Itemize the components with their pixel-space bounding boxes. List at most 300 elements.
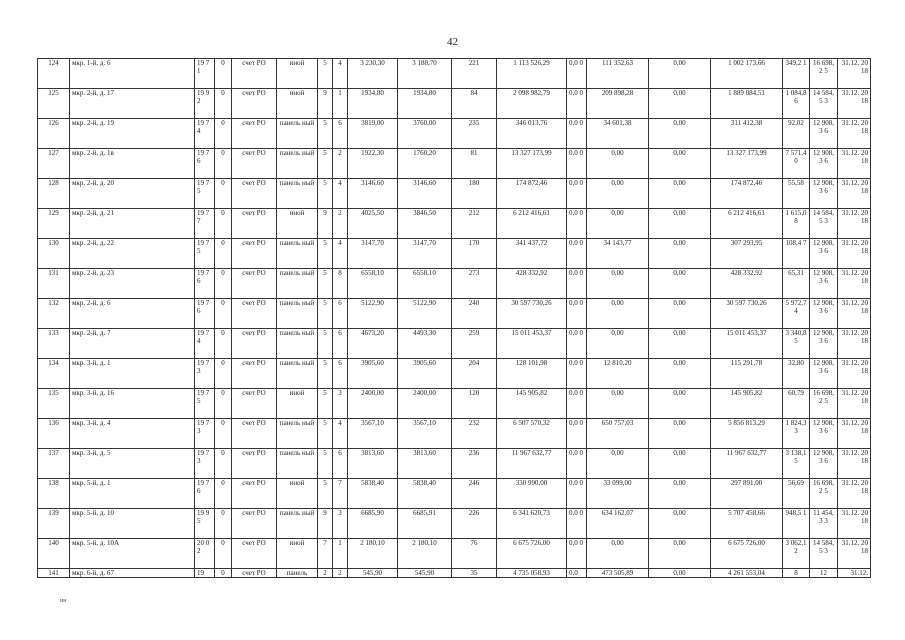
zero-flag-cell: 0 bbox=[215, 389, 232, 419]
row-number-cell: 128 bbox=[38, 179, 70, 209]
floors-cell: 2 bbox=[318, 569, 333, 578]
floors-cell: 5 bbox=[318, 179, 333, 209]
account-type-cell: счет РО bbox=[232, 209, 277, 239]
budget-share-cell: 0,00 bbox=[649, 539, 711, 569]
unit-cost-cell: 56,69 bbox=[783, 479, 810, 509]
budget-share-cell: 0,00 bbox=[649, 389, 711, 419]
address-cell: мкр. 2-й, д. 19 bbox=[70, 119, 195, 149]
zero-flag-cell: 0 bbox=[215, 359, 232, 389]
account-type-cell: счет РО bbox=[232, 389, 277, 419]
other-share-cell: 11 967 632,77 bbox=[711, 449, 783, 479]
zero-flag-cell: 0 bbox=[215, 239, 232, 269]
deadline-cell: 31.12. 2018 bbox=[838, 89, 871, 119]
limit-cost-cell: 14 584,5 3 bbox=[810, 209, 838, 239]
total-area-cell: 2400,00 bbox=[348, 389, 398, 419]
owners-share-cell: 0,00 bbox=[587, 299, 649, 329]
living-area-cell: 3 188,70 bbox=[398, 59, 452, 89]
budget-share-cell: 0,00 bbox=[649, 419, 711, 449]
living-area-cell: 5122,90 bbox=[398, 299, 452, 329]
row-number-cell: 129 bbox=[38, 209, 70, 239]
other-share-cell: 5 856 813,29 bbox=[711, 419, 783, 449]
row-number-cell: 140 bbox=[38, 539, 70, 569]
unit-cost-cell: 55,58 bbox=[783, 179, 810, 209]
address-cell: мкр. 2-й, д. 17 bbox=[70, 89, 195, 119]
owners-share-cell: 0,00 bbox=[587, 209, 649, 239]
unit-cost-cell: 3 340,8 5 bbox=[783, 329, 810, 359]
deadline-cell: 31.12. 2018 bbox=[838, 209, 871, 239]
residents-cell: 273 bbox=[452, 269, 497, 299]
unit-cost-cell: 1 084,8 6 bbox=[783, 89, 810, 119]
wall-material-cell: иной bbox=[277, 539, 318, 569]
unit-cost-cell: 65,31 bbox=[783, 269, 810, 299]
other-share-cell: 297 891,00 bbox=[711, 479, 783, 509]
account-type-cell: счет РО bbox=[232, 119, 277, 149]
row-number-cell: 127 bbox=[38, 149, 70, 179]
total-cost-cell: 6 212 416,61 bbox=[497, 209, 567, 239]
account-type-cell: счет РО bbox=[232, 449, 277, 479]
living-area-cell: 2400,00 bbox=[398, 389, 452, 419]
fund-share-cell: 0,0 0 bbox=[567, 149, 587, 179]
deadline-cell: 31.12. 2018 bbox=[838, 479, 871, 509]
budget-share-cell: 0,00 bbox=[649, 269, 711, 299]
floors-cell: 5 bbox=[318, 299, 333, 329]
limit-cost-cell: 12 908,3 6 bbox=[810, 359, 838, 389]
address-cell: мкр. 2-й, д. 1в bbox=[70, 149, 195, 179]
residents-cell: 221 bbox=[452, 59, 497, 89]
zero-flag-cell: 0 bbox=[215, 209, 232, 239]
wall-material-cell: панель ный bbox=[277, 449, 318, 479]
wall-material-cell: иной bbox=[277, 89, 318, 119]
wall-material-cell: иной bbox=[277, 479, 318, 509]
deadline-cell: 31.12. 2018 bbox=[838, 269, 871, 299]
unit-cost-cell: 32,80 bbox=[783, 359, 810, 389]
entrances-cell: 3 bbox=[333, 509, 348, 539]
floors-cell: 5 bbox=[318, 389, 333, 419]
floors-cell: 5 bbox=[318, 239, 333, 269]
unit-cost-cell: 3 062,1 2 bbox=[783, 539, 810, 569]
row-number-cell: 126 bbox=[38, 119, 70, 149]
account-type-cell: счет РО bbox=[232, 89, 277, 119]
year-built-cell: 19 76 bbox=[195, 269, 215, 299]
residents-cell: 204 bbox=[452, 359, 497, 389]
limit-cost-cell: 16 698,2 5 bbox=[810, 479, 838, 509]
table-row bbox=[38, 299, 871, 329]
other-share-cell: 13 327 173,99 bbox=[711, 149, 783, 179]
residents-cell: 81 bbox=[452, 149, 497, 179]
limit-cost-cell: 12 908,3 6 bbox=[810, 239, 838, 269]
total-area-cell: 3 230,30 bbox=[348, 59, 398, 89]
address-cell: мкр. 3-й, д. 4 bbox=[70, 419, 195, 449]
address-cell: мкр. 2-й, д. 22 bbox=[70, 239, 195, 269]
deadline-cell: 31.12. 2018 bbox=[838, 509, 871, 539]
total-area-cell: 2 180,10 bbox=[348, 539, 398, 569]
total-area-cell: 4673,20 bbox=[348, 329, 398, 359]
deadline-cell: 31.12. 2018 bbox=[838, 329, 871, 359]
wall-material-cell: панель ный bbox=[277, 419, 318, 449]
table-row bbox=[38, 389, 871, 419]
year-built-cell: 19 75 bbox=[195, 239, 215, 269]
address-cell: мкр. 5-й, д. 10А bbox=[70, 539, 195, 569]
address-cell: мкр. 3-й, д. 16 bbox=[70, 389, 195, 419]
wall-material-cell: панель bbox=[277, 569, 318, 578]
total-area-cell: 1922,30 bbox=[348, 149, 398, 179]
residents-cell: 170 bbox=[452, 239, 497, 269]
owners-share-cell: 34 601,38 bbox=[587, 119, 649, 149]
housing-registry-table bbox=[37, 58, 871, 578]
account-type-cell: счет РО bbox=[232, 539, 277, 569]
total-cost-cell: 341 437,72 bbox=[497, 239, 567, 269]
fund-share-cell: 0,0 0 bbox=[567, 179, 587, 209]
living-area-cell: 3905,60 bbox=[398, 359, 452, 389]
zero-flag-cell: 0 bbox=[215, 329, 232, 359]
wall-material-cell: панель ный bbox=[277, 179, 318, 209]
address-cell: мкр. 2-й, д. 21 bbox=[70, 209, 195, 239]
row-number-cell: 133 bbox=[38, 329, 70, 359]
address-cell: мкр. 2-й, д. 7 bbox=[70, 329, 195, 359]
zero-flag-cell: 0 bbox=[215, 539, 232, 569]
account-type-cell: счет РО bbox=[232, 329, 277, 359]
total-area-cell: 4025,50 bbox=[348, 209, 398, 239]
other-share-cell: 307 293,95 bbox=[711, 239, 783, 269]
row-number-cell: 124 bbox=[38, 59, 70, 89]
deadline-cell: 31.12. 2018 bbox=[838, 179, 871, 209]
zero-flag-cell: 0 bbox=[215, 479, 232, 509]
zero-flag-cell: 0 bbox=[215, 179, 232, 209]
table-row bbox=[38, 179, 871, 209]
budget-share-cell: 0,00 bbox=[649, 239, 711, 269]
table-row bbox=[38, 149, 871, 179]
budget-share-cell: 0,00 bbox=[649, 119, 711, 149]
living-area-cell: 3813,60 bbox=[398, 449, 452, 479]
owners-share-cell: 634 162,07 bbox=[587, 509, 649, 539]
owners-share-cell: 0,00 bbox=[587, 389, 649, 419]
fund-share-cell: 0,0 0 bbox=[567, 539, 587, 569]
unit-cost-cell: 948,5 1 bbox=[783, 509, 810, 539]
deadline-cell: 31.12. 2018 bbox=[838, 389, 871, 419]
wall-material-cell: панель ный bbox=[277, 359, 318, 389]
owners-share-cell: 33 099,00 bbox=[587, 479, 649, 509]
deadline-cell: 31.12. 2018 bbox=[838, 419, 871, 449]
row-number-cell: 130 bbox=[38, 239, 70, 269]
entrances-cell: 6 bbox=[333, 119, 348, 149]
total-cost-cell: 30 597 730,26 bbox=[497, 299, 567, 329]
total-cost-cell: 4 735 058,93 bbox=[497, 569, 567, 578]
year-built-cell: 19 75 bbox=[195, 179, 215, 209]
budget-share-cell: 0,00 bbox=[649, 59, 711, 89]
row-number-cell: 125 bbox=[38, 89, 70, 119]
wall-material-cell: панель ный bbox=[277, 149, 318, 179]
entrances-cell: 4 bbox=[333, 419, 348, 449]
total-cost-cell: 2 098 982,79 bbox=[497, 89, 567, 119]
unit-cost-cell: 7 571,4 0 bbox=[783, 149, 810, 179]
total-area-cell: 6685,90 bbox=[348, 509, 398, 539]
living-area-cell: 1760,20 bbox=[398, 149, 452, 179]
deadline-cell: 31.12. bbox=[838, 569, 871, 578]
budget-share-cell: 0,00 bbox=[649, 449, 711, 479]
fund-share-cell: 0,0 0 bbox=[567, 329, 587, 359]
living-area-cell: 3846,50 bbox=[398, 209, 452, 239]
address-cell: мкр. 5-й, д. 10 bbox=[70, 509, 195, 539]
account-type-cell: счет РО bbox=[232, 479, 277, 509]
year-built-cell: 19 bbox=[195, 569, 215, 578]
owners-share-cell: 650 757,03 bbox=[587, 419, 649, 449]
budget-share-cell: 0,00 bbox=[649, 479, 711, 509]
table-row bbox=[38, 329, 871, 359]
residents-cell: 180 bbox=[452, 179, 497, 209]
floors-cell: 9 bbox=[318, 89, 333, 119]
owners-share-cell: 0,00 bbox=[587, 149, 649, 179]
row-number-cell: 134 bbox=[38, 359, 70, 389]
total-area-cell: 5122,90 bbox=[348, 299, 398, 329]
other-share-cell: 174 872,46 bbox=[711, 179, 783, 209]
total-area-cell: 3146,60 bbox=[348, 179, 398, 209]
total-cost-cell: 6 675 726,00 bbox=[497, 539, 567, 569]
residents-cell: 236 bbox=[452, 449, 497, 479]
page-number: 42 bbox=[447, 36, 458, 48]
table-body bbox=[38, 59, 871, 578]
living-area-cell: 3567,10 bbox=[398, 419, 452, 449]
other-share-cell: 4 261 553,04 bbox=[711, 569, 783, 578]
living-area-cell: 6558,10 bbox=[398, 269, 452, 299]
limit-cost-cell: 12 908,3 6 bbox=[810, 299, 838, 329]
fund-share-cell: 0,0 0 bbox=[567, 239, 587, 269]
total-area-cell: 1934,80 bbox=[348, 89, 398, 119]
address-cell: мкр. 3-й, д. 1 bbox=[70, 359, 195, 389]
total-cost-cell: 11 967 632,77 bbox=[497, 449, 567, 479]
living-area-cell: 3146,60 bbox=[398, 179, 452, 209]
other-share-cell: 30 597 730,26 bbox=[711, 299, 783, 329]
living-area-cell: 545,90 bbox=[398, 569, 452, 578]
total-area-cell: 3813,60 bbox=[348, 449, 398, 479]
other-share-cell: 1 889 084,51 bbox=[711, 89, 783, 119]
entrances-cell: 3 bbox=[333, 389, 348, 419]
budget-share-cell: 0,00 bbox=[649, 149, 711, 179]
year-built-cell: 19 75 bbox=[195, 389, 215, 419]
entrances-cell: 2 bbox=[333, 209, 348, 239]
address-cell: мкр. 2-й, д. 23 bbox=[70, 269, 195, 299]
year-built-cell: 20 02 bbox=[195, 539, 215, 569]
owners-share-cell: 473 505,89 bbox=[587, 569, 649, 578]
limit-cost-cell: 12 908,3 6 bbox=[810, 449, 838, 479]
total-cost-cell: 330 990,00 bbox=[497, 479, 567, 509]
fund-share-cell: 0,0 0 bbox=[567, 449, 587, 479]
budget-share-cell: 0,00 bbox=[649, 89, 711, 119]
table-row bbox=[38, 59, 871, 89]
limit-cost-cell: 11 454,3 3 bbox=[810, 509, 838, 539]
total-area-cell: 6558,10 bbox=[348, 269, 398, 299]
year-built-cell: 19 74 bbox=[195, 119, 215, 149]
table-row bbox=[38, 509, 871, 539]
address-cell: мкр. 6-й, д. 67 bbox=[70, 569, 195, 578]
unit-cost-cell: 8 bbox=[783, 569, 810, 578]
residents-cell: 212 bbox=[452, 209, 497, 239]
limit-cost-cell: 12 908,3 6 bbox=[810, 419, 838, 449]
living-area-cell: 5838,40 bbox=[398, 479, 452, 509]
wall-material-cell: панель ный bbox=[277, 269, 318, 299]
total-cost-cell: 1 113 526,29 bbox=[497, 59, 567, 89]
fund-share-cell: 0,0 0 bbox=[567, 299, 587, 329]
row-number-cell: 137 bbox=[38, 449, 70, 479]
account-type-cell: счет РО bbox=[232, 239, 277, 269]
fund-share-cell: 0,0 0 bbox=[567, 419, 587, 449]
year-built-cell: 19 73 bbox=[195, 359, 215, 389]
table-row bbox=[38, 539, 871, 569]
year-built-cell: 19 71 bbox=[195, 59, 215, 89]
year-built-cell: 19 95 bbox=[195, 509, 215, 539]
year-built-cell: 19 76 bbox=[195, 479, 215, 509]
total-cost-cell: 6 341 620,73 bbox=[497, 509, 567, 539]
address-cell: мкр. 1-й, д. 6 bbox=[70, 59, 195, 89]
row-number-cell: 131 bbox=[38, 269, 70, 299]
unit-cost-cell: 108,4 7 bbox=[783, 239, 810, 269]
account-type-cell: счет РО bbox=[232, 569, 277, 578]
budget-share-cell: 0,00 bbox=[649, 329, 711, 359]
year-built-cell: 19 73 bbox=[195, 419, 215, 449]
limit-cost-cell: 12 908,3 6 bbox=[810, 179, 838, 209]
owners-share-cell: 12 810,20 bbox=[587, 359, 649, 389]
entrances-cell: 4 bbox=[333, 59, 348, 89]
other-share-cell: 6 675 726,00 bbox=[711, 539, 783, 569]
other-share-cell: 115 291,78 bbox=[711, 359, 783, 389]
residents-cell: 226 bbox=[452, 509, 497, 539]
table-row bbox=[38, 209, 871, 239]
floors-cell: 5 bbox=[318, 479, 333, 509]
entrances-cell: 1 bbox=[333, 539, 348, 569]
limit-cost-cell: 14 584,5 3 bbox=[810, 539, 838, 569]
fund-share-cell: 0,0 0 bbox=[567, 209, 587, 239]
fund-share-cell: 0,0 0 bbox=[567, 359, 587, 389]
budget-share-cell: 0,00 bbox=[649, 209, 711, 239]
zero-flag-cell: 0 bbox=[215, 419, 232, 449]
unit-cost-cell: 60,79 bbox=[783, 389, 810, 419]
zero-flag-cell: 0 bbox=[215, 509, 232, 539]
row-number-cell: 132 bbox=[38, 299, 70, 329]
deadline-cell: 31.12. 2018 bbox=[838, 539, 871, 569]
residents-cell: 35 bbox=[452, 569, 497, 578]
deadline-cell: 31.12. 2018 bbox=[838, 149, 871, 179]
zero-flag-cell: 0 bbox=[215, 149, 232, 179]
zero-flag-cell: 0 bbox=[215, 59, 232, 89]
account-type-cell: счет РО bbox=[232, 269, 277, 299]
table-row bbox=[38, 89, 871, 119]
living-area-cell: 2 180,10 bbox=[398, 539, 452, 569]
table-row bbox=[38, 359, 871, 389]
total-area-cell: 3567,10 bbox=[348, 419, 398, 449]
deadline-cell: 31.12. 2018 bbox=[838, 239, 871, 269]
total-cost-cell: 6 507 570,32 bbox=[497, 419, 567, 449]
row-number-cell: 138 bbox=[38, 479, 70, 509]
other-share-cell: 428 332,92 bbox=[711, 269, 783, 299]
unit-cost-cell: 92,02 bbox=[783, 119, 810, 149]
zero-flag-cell: 0 bbox=[215, 449, 232, 479]
entrances-cell: 4 bbox=[333, 179, 348, 209]
floors-cell: 5 bbox=[318, 149, 333, 179]
residents-cell: 259 bbox=[452, 329, 497, 359]
row-number-cell: 135 bbox=[38, 389, 70, 419]
other-share-cell: 311 412,38 bbox=[711, 119, 783, 149]
budget-share-cell: 0,00 bbox=[649, 569, 711, 578]
total-cost-cell: 428 332,92 bbox=[497, 269, 567, 299]
budget-share-cell: 0,00 bbox=[649, 509, 711, 539]
total-cost-cell: 15 011 453,37 bbox=[497, 329, 567, 359]
fund-share-cell: 0,0 0 bbox=[567, 389, 587, 419]
zero-flag-cell: 0 bbox=[215, 269, 232, 299]
deadline-cell: 31.12. 2018 bbox=[838, 299, 871, 329]
table-row bbox=[38, 449, 871, 479]
row-number-cell: 136 bbox=[38, 419, 70, 449]
budget-share-cell: 0,00 bbox=[649, 299, 711, 329]
total-area-cell: 5838,40 bbox=[348, 479, 398, 509]
address-cell: мкр. 5-й, д. 1 bbox=[70, 479, 195, 509]
wall-material-cell: панель ный bbox=[277, 119, 318, 149]
living-area-cell: 6685,91 bbox=[398, 509, 452, 539]
wall-material-cell: панель ный bbox=[277, 239, 318, 269]
floors-cell: 5 bbox=[318, 269, 333, 299]
fund-share-cell: 0,0 0 bbox=[567, 119, 587, 149]
year-built-cell: 19 92 bbox=[195, 89, 215, 119]
address-cell: мкр. 2-й, д. 6 bbox=[70, 299, 195, 329]
entrances-cell: 7 bbox=[333, 479, 348, 509]
total-area-cell: 545,90 bbox=[348, 569, 398, 578]
account-type-cell: счет РО bbox=[232, 299, 277, 329]
fund-share-cell: 0,0 0 bbox=[567, 479, 587, 509]
wall-material-cell: панель ный bbox=[277, 299, 318, 329]
fund-share-cell: 0,0 0 bbox=[567, 89, 587, 119]
floors-cell: 5 bbox=[318, 59, 333, 89]
total-cost-cell: 174 872,46 bbox=[497, 179, 567, 209]
year-built-cell: 19 77 bbox=[195, 209, 215, 239]
entrances-cell: 6 bbox=[333, 329, 348, 359]
limit-cost-cell: 14 584,5 3 bbox=[810, 89, 838, 119]
table-row bbox=[38, 419, 871, 449]
living-area-cell: 4493,30 bbox=[398, 329, 452, 359]
year-built-cell: 19 76 bbox=[195, 149, 215, 179]
other-share-cell: 15 011 453,37 bbox=[711, 329, 783, 359]
zero-flag-cell: 0 bbox=[215, 89, 232, 119]
owners-share-cell: 0,00 bbox=[587, 539, 649, 569]
zero-flag-cell: 0 bbox=[215, 569, 232, 578]
entrances-cell: 4 bbox=[333, 239, 348, 269]
account-type-cell: счет РО bbox=[232, 149, 277, 179]
owners-share-cell: 0,00 bbox=[587, 269, 649, 299]
deadline-cell: 31.12. 2018 bbox=[838, 59, 871, 89]
account-type-cell: счет РО bbox=[232, 509, 277, 539]
year-built-cell: 19 74 bbox=[195, 329, 215, 359]
table-row bbox=[38, 479, 871, 509]
floors-cell: 5 bbox=[318, 419, 333, 449]
fund-share-cell: 0,0 bbox=[567, 569, 587, 578]
wall-material-cell: иной bbox=[277, 209, 318, 239]
row-number-cell: 139 bbox=[38, 509, 70, 539]
wall-material-cell: иной bbox=[277, 389, 318, 419]
living-area-cell: 3760,00 bbox=[398, 119, 452, 149]
zero-flag-cell: 0 bbox=[215, 119, 232, 149]
address-cell: мкр. 2-й, д. 20 bbox=[70, 179, 195, 209]
living-area-cell: 1934,80 bbox=[398, 89, 452, 119]
total-cost-cell: 13 327 173,99 bbox=[497, 149, 567, 179]
entrances-cell: 6 bbox=[333, 449, 348, 479]
entrances-cell: 6 bbox=[333, 299, 348, 329]
residents-cell: 246 bbox=[452, 479, 497, 509]
floors-cell: 5 bbox=[318, 359, 333, 389]
entrances-cell: 6 bbox=[333, 359, 348, 389]
account-type-cell: счет РО bbox=[232, 179, 277, 209]
limit-cost-cell: 12 908,3 6 bbox=[810, 329, 838, 359]
total-area-cell: 3905,60 bbox=[348, 359, 398, 389]
deadline-cell: 31.12. 2018 bbox=[838, 119, 871, 149]
total-cost-cell: 346 013,76 bbox=[497, 119, 567, 149]
entrances-cell: 2 bbox=[333, 569, 348, 578]
